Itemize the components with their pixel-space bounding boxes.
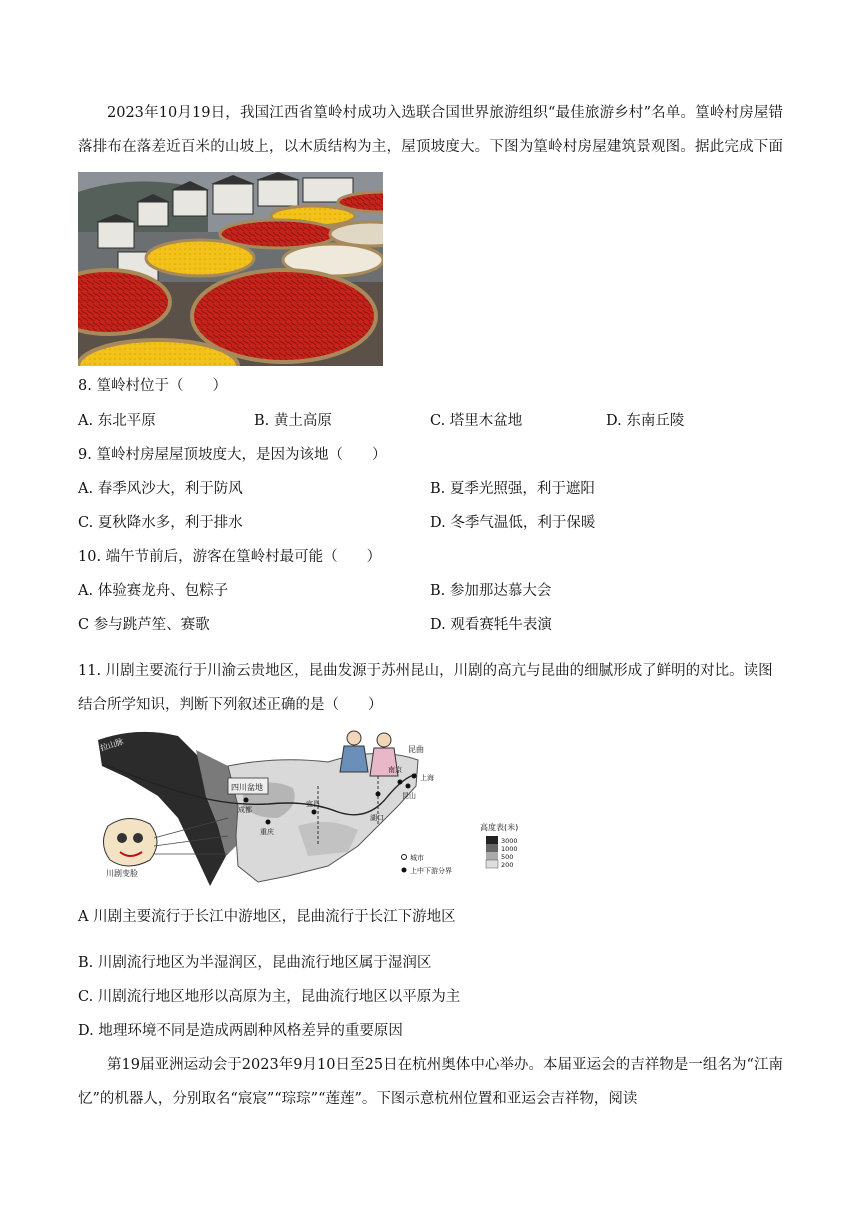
legend-boundary: 上中下游分界 — [410, 867, 452, 875]
q10-option-a[interactable]: A. 体验赛龙舟、包粽子 — [78, 583, 229, 599]
huangling-village-photo — [78, 172, 383, 366]
legend-value-200: 200 — [501, 861, 514, 869]
map-label-hukou: 湖口 — [370, 814, 384, 822]
q8-option-b[interactable]: B. 黄土高原 — [254, 413, 332, 429]
q9-option-b[interactable]: B. 夏季光照强，利于遮阳 — [430, 481, 595, 497]
question-11-stem: 11. 川剧主要流行于川渝云贵地区，昆曲发源于苏州昆山，川剧的高亢与昆曲的细腻形成了鲜明的对比。读图结合所学知识，判断下列叙述正确的是（ ） — [78, 663, 773, 713]
q11-option-b[interactable]: B. 川剧流行地区为半湿润区，昆曲流行地区属于湿润区 — [78, 955, 432, 971]
intro-paragraph: 2023年10月19日，我国江西省篁岭村成功入选联合国世界旅游组织“最佳旅游乡村”名单。篁岭村房屋错落排布在落差近百米的山坡上，以木质结构为主，屋顶坡度大。下图为篁岭村房屋建筑景观图。据此完成下面 — [78, 105, 783, 155]
map-label-chengdu: 成都 — [238, 806, 252, 814]
map-label-nanjing: 南京 — [388, 766, 402, 774]
map-label-basin: 四川盆地 — [231, 783, 263, 792]
question-10-stem: 10. 端午节前后，游客在篁岭村最可能（ ） — [78, 549, 382, 565]
map-label-yichang: 宜昌 — [306, 800, 320, 808]
legend-value-500: 500 — [501, 853, 514, 861]
q8-option-a[interactable]: A. 东北平原 — [78, 413, 156, 429]
question-9-stem: 9. 篁岭村房屋屋顶坡度大，是因为该地（ ） — [78, 447, 387, 463]
yangtze-opera-map — [78, 726, 533, 888]
map-label-chongqing: 重庆 — [260, 828, 274, 836]
legend-value-3000: 3000 — [501, 837, 518, 845]
q10-option-d[interactable]: D. 观看赛牦牛表演 — [430, 617, 552, 633]
intro-paragraph-2: 第19届亚洲运动会于2023年9月10日至25日在杭州奥体中心举办。本届亚运会的吉祥物是一组名为“江南忆”的机器人，分别取名“宸宸”“琮琮”“莲莲”。下图示意杭州位置和亚运会吉祥物，阅读 — [78, 1057, 783, 1107]
q11-option-d[interactable]: D. 地理环境不同是造成两剧种风格差异的重要原因 — [78, 1023, 403, 1039]
map-label-kunqu: 昆曲 — [408, 745, 424, 754]
legend-title: 高度表(米) — [480, 823, 519, 832]
q9-option-d[interactable]: D. 冬季气温低，利于保暖 — [430, 515, 596, 531]
map-legend — [402, 822, 519, 875]
q11-option-c[interactable]: C. 川剧流行地区地形以高原为主，昆曲流行地区以平原为主 — [78, 989, 461, 1005]
legend-value-1000: 1000 — [501, 845, 518, 853]
q10-option-c[interactable]: C 参与跳芦笙、赛歌 — [78, 617, 210, 633]
q11-option-a[interactable]: A 川剧主要流行于长江中游地区，昆曲流行于长江下游地区 — [78, 909, 456, 925]
q8-option-d[interactable]: D. 东南丘陵 — [606, 413, 685, 429]
map-label-mountain: 唐古拉山脉 — [83, 736, 125, 758]
map-label-sichuan-opera: 川剧变脸 — [106, 869, 138, 878]
legend-city: 城市 — [410, 854, 424, 862]
q9-option-c[interactable]: C. 夏秋降水多，利于排水 — [78, 515, 243, 531]
question-8-stem: 8. 篁岭村位于（ ） — [78, 378, 227, 394]
q8-option-c[interactable]: C. 塔里木盆地 — [430, 413, 523, 429]
map-label-shanghai: 上海 — [420, 774, 434, 782]
q9-option-a[interactable]: A. 春季风沙大，利于防风 — [78, 481, 243, 497]
map-label-kunshan: 昆山 — [402, 792, 416, 800]
q10-option-b[interactable]: B. 参加那达慕大会 — [430, 583, 552, 599]
